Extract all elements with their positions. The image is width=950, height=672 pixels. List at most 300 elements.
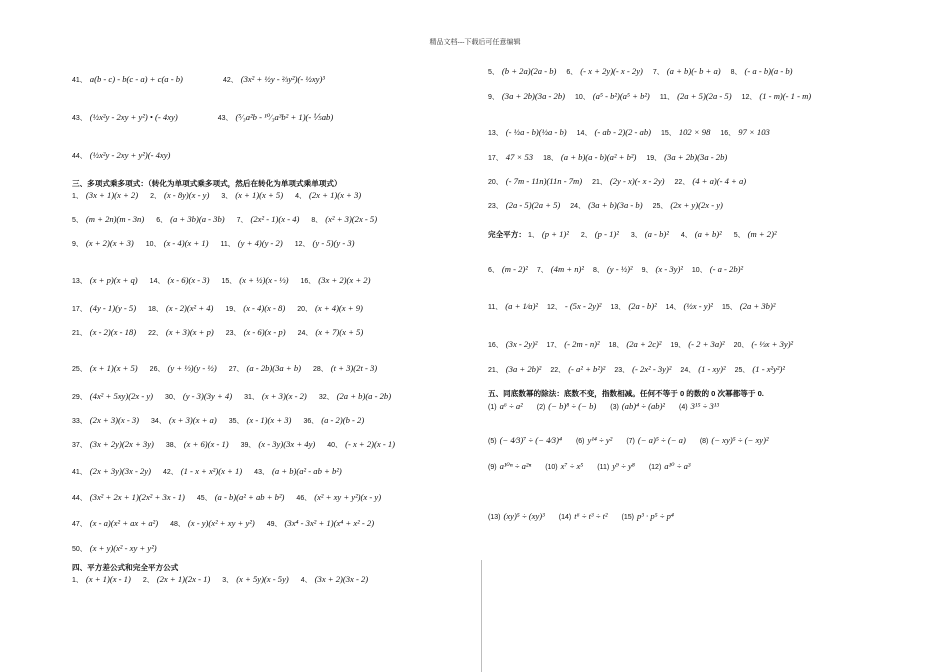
exercise-item — [72, 238, 134, 250]
exercise-number: 1、 — [527, 232, 539, 239]
exercise-item — [488, 339, 537, 351]
exercise-item — [731, 66, 793, 78]
exercise-item — [488, 152, 533, 164]
exercise-item — [488, 264, 528, 276]
exercise-number: 39、 — [240, 442, 256, 449]
exercise-item — [681, 229, 722, 241]
exercise-number: 18、 — [543, 155, 558, 162]
exercise-number: 44、 — [72, 153, 87, 160]
exercise-expression: (a + 3b)(a - 3b) — [170, 214, 225, 224]
exercise-row — [488, 339, 802, 351]
exercise-expression: (x + p)(x + q) — [89, 275, 138, 285]
exercise-number: 6、 — [488, 267, 499, 274]
exercise-expression: y⁹ ÷ y⁸ — [612, 461, 635, 471]
exercise-item — [72, 439, 154, 451]
exercise-expression: (x - 4)(x + 1) — [163, 238, 209, 248]
exercise-number: 34、 — [151, 418, 166, 425]
exercise-expression: (a + b)(a² - ab + b²) — [271, 466, 342, 476]
exercise-row — [488, 511, 688, 523]
exercise-number: 5、 — [733, 232, 745, 239]
exercise-number: 29、 — [72, 394, 87, 401]
exercise-number: (4) — [679, 404, 688, 411]
exercise-row — [488, 401, 733, 413]
exercise-number: 16、 — [720, 130, 736, 137]
exercise-number: (6) — [575, 438, 585, 445]
exercise-number: 3、 — [221, 193, 233, 200]
exercise-item — [327, 439, 395, 451]
exercise-expression: (3x⁴ - 3x² + 1)(x⁴ + x² - 2) — [284, 518, 375, 528]
exercise-expression: (- a - 2b)² — [709, 264, 744, 274]
exercise-item — [626, 435, 686, 447]
exercise-item — [166, 439, 229, 451]
exercise-item — [72, 190, 138, 202]
exercise-number: 9、 — [488, 94, 499, 101]
exercise-item — [267, 518, 374, 530]
exercise-expression: (3x - 2y)² — [505, 339, 538, 349]
exercise-expression: (a - b)(a² + ab + b²) — [214, 492, 285, 502]
exercise-expression: (y - ½)² — [606, 264, 633, 274]
exercise-expression: (3a + b)(3a - b) — [588, 200, 643, 210]
exercise-expression: (½x²y - 2xy + y²)(- 4xy) — [89, 150, 171, 160]
exercise-row — [488, 152, 737, 164]
exercise-expression: (xy)⁵ ÷ (xy)³ — [503, 511, 545, 521]
exercise-expression: (1 - x + x²)(x + 1) — [180, 466, 243, 476]
exercise-number: 11、 — [659, 94, 675, 101]
exercise-expression: (3a + 2b)² — [505, 364, 542, 374]
exercise-item — [295, 238, 355, 250]
exercise-number: 46、 — [296, 495, 312, 502]
exercise-number: 32、 — [318, 394, 334, 401]
exercise-item — [297, 303, 363, 315]
exercise-item — [72, 327, 136, 339]
exercise-number: 41、 — [72, 469, 87, 476]
exercise-number: 38、 — [165, 442, 181, 449]
exercise-item — [488, 461, 531, 473]
exercise-number: 18、 — [148, 306, 163, 313]
exercise-expression: (x + 3)(x + p) — [165, 327, 214, 337]
exercise-item — [218, 112, 334, 124]
exercise-number: 7、 — [652, 69, 664, 76]
exercise-expression: (x - a)(x² + ax + a²) — [89, 518, 159, 528]
exercise-number: 10、 — [574, 94, 590, 101]
exercise-number: 17、 — [72, 306, 87, 313]
exercise-item — [197, 492, 285, 504]
exercise-expression: (4m + n)² — [550, 264, 584, 274]
exercise-expression: (p + 1)² — [541, 229, 569, 239]
exercise-number: 4、 — [680, 232, 692, 239]
exercise-item — [165, 391, 232, 403]
exercise-item — [72, 74, 183, 86]
exercise-item — [72, 275, 138, 287]
exercise-number: 11、 — [488, 304, 503, 311]
exercise-row — [488, 364, 794, 376]
exercise-item — [537, 264, 584, 276]
exercise-row — [72, 275, 382, 287]
exercise-expression: (b + 2a)(2a - b) — [501, 66, 557, 76]
exercise-number: (14) — [558, 514, 572, 521]
exercise-number: 45、 — [196, 495, 212, 502]
exercise-item — [642, 264, 683, 276]
exercise-expression: (x² + xy + y²)(x - y) — [314, 492, 382, 502]
page-header: 精品文档---下载后可任意编辑 — [429, 38, 521, 46]
exercise-item — [646, 152, 727, 164]
exercise-number: 15、 — [221, 278, 237, 285]
exercise-row — [72, 391, 403, 403]
exercise-item — [488, 301, 538, 313]
exercise-expression: (- ⅓x + 3y)² — [751, 339, 794, 349]
exercise-number: 43、 — [254, 469, 269, 476]
exercise-expression: (t + 3)(2t - 3) — [330, 363, 378, 373]
exercise-item — [72, 150, 170, 162]
exercise-item — [670, 339, 724, 351]
exercise-item — [550, 364, 605, 376]
exercise-number: (7) — [626, 438, 635, 445]
exercise-expression: (3x + 1)(x + 2) — [85, 190, 139, 200]
exercise-number: 22、 — [550, 367, 566, 374]
exercise-number: 14、 — [665, 304, 681, 311]
exercise-expression: (3x² + 2x + 1)(2x² + 3x - 1) — [89, 492, 185, 502]
exercise-number: 17、 — [546, 342, 562, 349]
exercise-expression: (2x + 3)(x - 3) — [89, 415, 140, 425]
exercise-item — [146, 238, 209, 250]
exercise-expression: (m + 2)² — [747, 229, 777, 239]
column-divider — [481, 560, 482, 672]
exercise-item — [72, 466, 151, 478]
exercise-number: 8、 — [592, 267, 604, 274]
exercise-row — [488, 91, 821, 103]
exercise-item — [666, 301, 713, 313]
exercise-expression: (3a + 2b)(3a - 2b) — [501, 91, 565, 101]
exercise-number: 36、 — [303, 418, 319, 425]
exercise-number: 21、 — [592, 179, 607, 186]
exercise-row — [488, 461, 705, 473]
exercise-item — [311, 214, 377, 226]
exercise-expression: (2a + b)(a - 2b) — [336, 391, 392, 401]
exercise-expression: (x - 6)(x - p) — [243, 327, 286, 337]
exercise-row — [72, 574, 380, 586]
exercise-number: 49、 — [266, 521, 282, 528]
exercise-number: 17、 — [488, 155, 503, 162]
exercise-number: 1、 — [72, 193, 83, 200]
exercise-number: 48、 — [170, 521, 185, 528]
section-heading-polynomial-multiplication: 三、多项式乘多项式：（转化为单项式乘多项式，然后在转化为单项式乘单项式） — [72, 179, 342, 188]
exercise-row — [72, 238, 367, 250]
exercise-expression: (- 2m - n)² — [564, 339, 600, 349]
exercise-expression: (x + 4)(x + 9) — [315, 303, 363, 313]
exercise-item — [720, 127, 769, 139]
exercise-expression: (- ½a - b)(½a - b) — [505, 127, 567, 137]
exercise-number: 20、 — [297, 306, 312, 313]
exercise-number: 11、 — [220, 241, 235, 248]
exercise-expression: a(b - c) - b(c - a) + c(a - b) — [89, 74, 183, 84]
exercise-number: (13) — [488, 514, 501, 521]
exercise-item — [151, 415, 217, 427]
exercise-number: (12) — [648, 464, 662, 471]
exercise-expression: (3x + 2)(x + 2) — [318, 275, 371, 285]
exercise-item — [488, 200, 560, 212]
exercise-item — [229, 363, 301, 375]
exercise-expression: (1 - m)(- 1 - m) — [759, 91, 812, 101]
exercise-item — [660, 91, 732, 103]
exercise-number: 13、 — [488, 130, 503, 137]
exercise-expression: (½x²y - 2xy + y²) • (- 4xy) — [89, 112, 178, 122]
exercise-number: 30、 — [165, 394, 180, 401]
exercise-item — [72, 574, 131, 586]
exercise-item — [528, 229, 569, 241]
exercise-number: 5、 — [72, 217, 83, 224]
exercise-expression: (- x + 2)(x - 1) — [345, 439, 396, 449]
exercise-number: 22、 — [148, 330, 163, 337]
exercise-row — [72, 439, 407, 451]
exercise-row — [72, 543, 169, 555]
exercise-item — [72, 303, 136, 315]
exercise-item — [488, 511, 545, 523]
exercise-number: 23、 — [225, 330, 241, 337]
exercise-number: 4、 — [300, 577, 312, 584]
exercise-expression: (x² + 3)(2x - 5) — [325, 214, 378, 224]
exercise-number: 12、 — [741, 94, 757, 101]
exercise-item — [610, 401, 665, 413]
exercise-expression: (a - 2b)(3a + b) — [246, 363, 301, 373]
exercise-number: 50、 — [72, 546, 87, 553]
exercise-expression: (⁵⁄₃a²b - ¹⁰⁄₃a³b² + 1)(- ⅕ab) — [235, 112, 334, 122]
exercise-row — [72, 214, 389, 226]
exercise-number: 24、 — [570, 203, 586, 210]
exercise-number: (8) — [699, 438, 709, 445]
exercise-expression: (a + 1⁄a)² — [505, 301, 539, 311]
exercise-row — [72, 74, 365, 86]
exercise-number: 2、 — [580, 232, 592, 239]
exercise-number: 21、 — [488, 367, 503, 374]
exercise-number: 16、 — [488, 342, 503, 349]
exercise-expression: (- 2 + 3a)² — [688, 339, 725, 349]
exercise-number: (10) — [545, 464, 558, 471]
exercise-expression: 102 × 98 — [678, 127, 711, 137]
exercise-item — [735, 364, 785, 376]
exercise-expression: (x + 5y)(x - 5y) — [236, 574, 289, 584]
exercise-row — [488, 127, 780, 139]
exercise-number: 3、 — [630, 232, 642, 239]
exercise-item — [680, 364, 725, 376]
exercise-expression: (3x + 2)(3x - 2) — [314, 574, 369, 584]
exercise-item — [734, 339, 794, 351]
exercise-expression: (4 + a)(- 4 + a) — [692, 176, 747, 186]
exercise-number: 42、 — [162, 469, 178, 476]
exercise-number: 23、 — [614, 367, 630, 374]
exercise-item — [611, 301, 657, 313]
exercise-expression: (m - 2)² — [501, 264, 528, 274]
exercise-number: 10、 — [145, 241, 161, 248]
exercise-item — [609, 339, 662, 351]
exercise-item — [547, 301, 602, 313]
exercise-item — [581, 229, 619, 241]
exercise-item — [226, 327, 286, 339]
exercise-number: 28、 — [312, 366, 328, 373]
exercise-number: 13、 — [72, 278, 87, 285]
exercise-expression: (a + b)(- b + a) — [666, 66, 721, 76]
exercise-item — [488, 127, 567, 139]
exercise-item — [150, 275, 210, 287]
exercise-expression: (x + ½)(x - ⅓) — [239, 275, 289, 285]
exercise-number: 25、 — [72, 366, 87, 373]
exercise-expression: x⁷ ÷ x⁵ — [560, 461, 584, 471]
exercise-expression: (m + 2n)(m - 3n) — [85, 214, 145, 224]
exercise-expression: (y + ⅓)(y - ½) — [167, 363, 217, 373]
exercise-number: (15) — [621, 514, 634, 521]
exercise-number: 9、 — [641, 267, 653, 274]
perfect-square-row — [488, 229, 789, 241]
exercise-item — [221, 190, 283, 202]
exercise-item — [742, 91, 812, 103]
exercise-item — [543, 152, 636, 164]
exercise-item — [295, 190, 361, 202]
exercise-expression: (x - 3y)² — [655, 264, 683, 274]
exercise-expression: (− a)⁵ ÷ (− a) — [637, 435, 686, 445]
exercise-expression: (2x + 3y)(3x - 2y) — [89, 466, 151, 476]
exercise-row — [72, 327, 375, 339]
exercise-number: 41、 — [72, 77, 87, 84]
exercise-row — [488, 264, 752, 276]
exercise-expression: (2y - x)(- x - 2y) — [609, 176, 665, 186]
exercise-expression: (2a + 2c)² — [626, 339, 662, 349]
exercise-expression: (y - 5)(y - 3) — [312, 238, 355, 248]
exercise-expression: a⁶ ÷ a² — [499, 401, 523, 411]
exercise-row — [72, 303, 375, 315]
exercise-row — [72, 518, 386, 530]
exercise-item — [614, 364, 671, 376]
exercise-item — [570, 200, 642, 212]
exercise-item — [143, 574, 210, 586]
exercise-item — [221, 275, 288, 287]
exercise-expression: a¹⁰ ÷ a³ — [664, 461, 691, 471]
exercise-number: 15、 — [722, 304, 737, 311]
exercise-number: 16、 — [300, 278, 316, 285]
exercise-expression: (x + 1)(x + 5) — [235, 190, 284, 200]
exercise-expression: (x + 7)(x + 5) — [315, 327, 364, 337]
exercise-expression: (x + y)(x² - xy + y²) — [89, 543, 157, 553]
exercise-number: 18、 — [608, 342, 624, 349]
exercise-number: 10、 — [691, 267, 707, 274]
exercise-number: 40、 — [327, 442, 343, 449]
exercise-item — [488, 401, 523, 413]
exercise-row — [72, 150, 210, 162]
exercise-expression: (x + 6)(x - 1) — [183, 439, 229, 449]
exercise-expression: (4y - 1)(y - 5) — [89, 303, 137, 313]
exercise-number: 19、 — [225, 306, 241, 313]
exercise-expression: (4x² + 5xy)(2x - y) — [89, 391, 154, 401]
exercise-number: 14、 — [149, 278, 165, 285]
exercise-item — [148, 327, 214, 339]
exercise-number: 22、 — [674, 179, 690, 186]
exercise-expression: (a - 2)(b - 2) — [321, 415, 365, 425]
exercise-expression: (- 2x² - 3y)² — [632, 364, 672, 374]
exercise-item — [301, 574, 368, 586]
exercise-item — [254, 466, 342, 478]
exercise-expression: (- x + 2y)(- x - 2y) — [580, 66, 643, 76]
exercise-item — [237, 214, 300, 226]
exercise-expression: (y + 4)(y - 2) — [237, 238, 283, 248]
exercise-item — [675, 176, 747, 188]
exercise-item — [150, 190, 209, 202]
exercise-expression: (2a - 5)(2a + 5) — [505, 200, 561, 210]
exercise-expression: (x - 3y)(3x + 4y) — [258, 439, 316, 449]
exercise-expression: (a⁵ - b²)(a⁵ + b²) — [592, 91, 650, 101]
exercise-row — [488, 435, 783, 447]
exercise-item — [72, 518, 158, 530]
exercise-item — [488, 91, 565, 103]
exercise-number: 24、 — [297, 330, 313, 337]
exercise-item — [722, 301, 775, 313]
exercise-item — [244, 391, 307, 403]
exercise-item — [170, 518, 255, 530]
exercise-item — [296, 492, 381, 504]
exercise-number: (1) — [488, 404, 497, 411]
exercise-number: (11) — [597, 464, 610, 471]
exercise-expression: (x + 2)(x + 3) — [85, 238, 134, 248]
exercise-row — [72, 190, 373, 202]
exercise-expression: (y - 3)(3y + 4) — [182, 391, 233, 401]
exercise-item — [488, 435, 562, 447]
exercise-expression: (x - y)(x² + xy + y²) — [187, 518, 255, 528]
exercise-item — [225, 303, 285, 315]
exercise-item — [488, 176, 582, 188]
exercise-number: (3) — [610, 404, 619, 411]
exercise-item — [72, 363, 138, 375]
exercise-item — [319, 391, 391, 403]
section-heading-power-division: 五、同底数幂的除法：底数不变，指数相减。任何不等于 0 的数的 0 次幂都等于 0. — [488, 389, 764, 398]
exercise-item — [700, 435, 769, 447]
exercise-item — [72, 112, 178, 124]
exercise-row — [488, 176, 756, 188]
exercise-number: 25、 — [652, 203, 668, 210]
exercise-number: 4、 — [295, 193, 306, 200]
exercise-expression: (a + b)² — [694, 229, 722, 239]
exercise-row — [72, 415, 376, 427]
exercise-expression: (− xy)⁵ ÷ (− xy)² — [711, 435, 769, 445]
exercise-item — [661, 127, 710, 139]
exercise-expression: (2x + 1)(x + 3) — [309, 190, 362, 200]
exercise-expression: (x - 1)(x + 3) — [246, 415, 292, 425]
exercise-expression: (3x² + ½y - ⅔y²)(- ½xy)³ — [240, 74, 325, 84]
exercise-number: 42、 — [222, 77, 238, 84]
exercise-expression: (x - 8y)(x - y) — [163, 190, 210, 200]
exercise-item — [577, 127, 651, 139]
exercise-number: 5、 — [488, 69, 499, 76]
exercise-item — [148, 303, 213, 315]
exercise-expression: a¹⁰ⁿ ÷ a²ⁿ — [499, 461, 532, 471]
exercise-number: 47、 — [72, 521, 87, 528]
exercise-row — [72, 492, 393, 504]
exercise-expression: 3¹⁵ ÷ 3¹³ — [690, 401, 719, 411]
exercise-number: 20、 — [733, 342, 749, 349]
exercise-item — [622, 511, 674, 523]
exercise-row — [488, 301, 784, 313]
exercise-expression: (p - 1)² — [594, 229, 619, 239]
exercise-number: 43、 — [72, 115, 87, 122]
exercise-number: 2、 — [142, 577, 154, 584]
exercise-number: (9) — [488, 464, 497, 471]
exercise-item — [72, 391, 153, 403]
exercise-item — [72, 543, 157, 555]
exercise-expression: (a + b)(a - b)(a² + b²) — [560, 152, 637, 162]
exercise-item — [163, 466, 242, 478]
exercise-expression: (x - 2)(x - 18) — [89, 327, 137, 337]
exercise-expression: (1 - x²y²)² — [752, 364, 785, 374]
exercise-number: 12、 — [547, 304, 562, 311]
exercise-item — [537, 401, 597, 413]
exercise-item — [72, 415, 139, 427]
exercise-item — [229, 415, 292, 427]
